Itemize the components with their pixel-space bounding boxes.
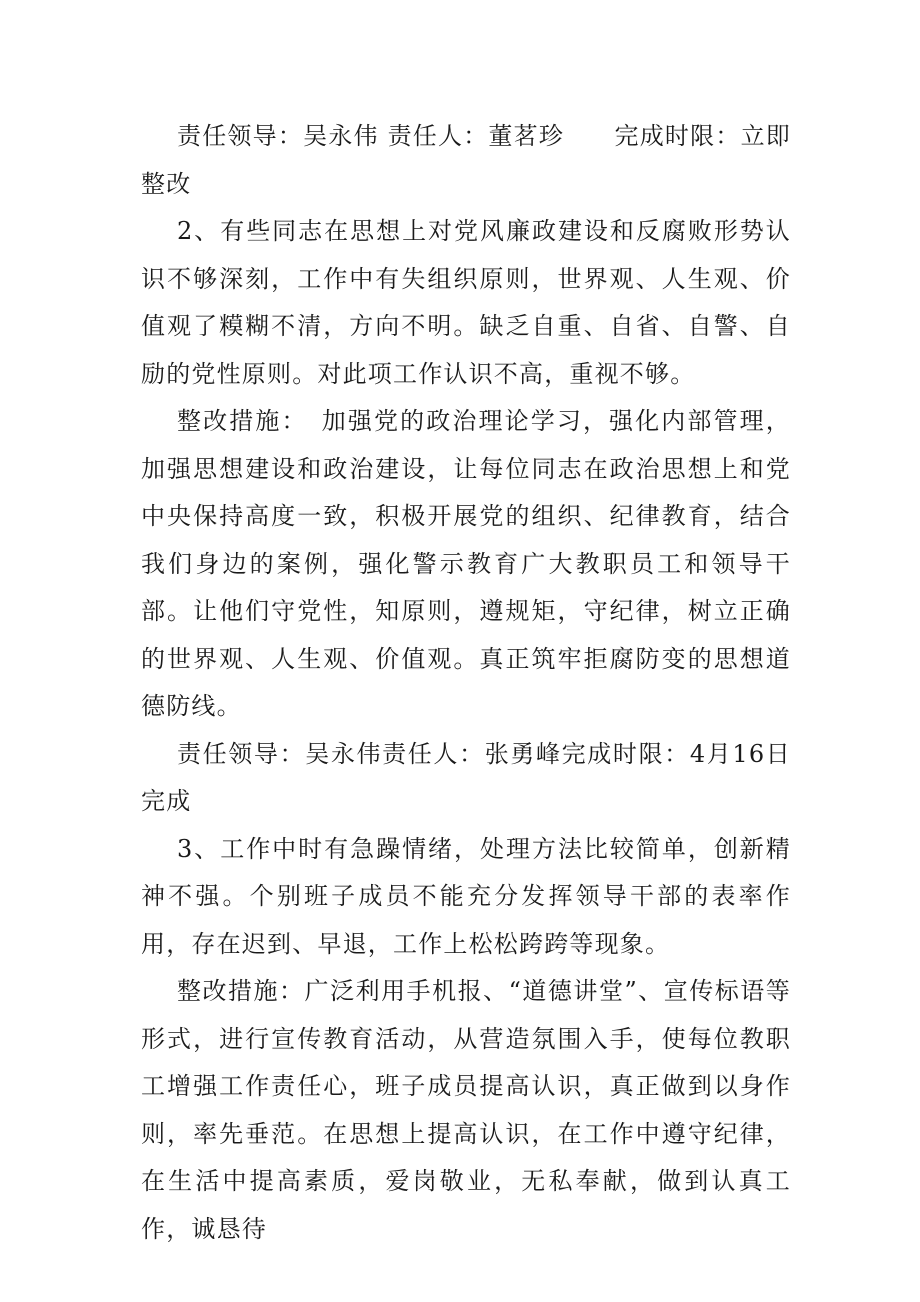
paragraph-measures-3: 整改措施：广泛利用手机报、“道德讲堂”、宣传标语等形式，进行宣传教育活动，从营造氛围入手，使每位教职工增强工作责任心，班子成员提高认识，真正做到以身作则，率先垂范。在思想上提高认识，在工作中遵守纪律，在生活中提高素质，爱岗敬业，无私奉献，做到认真工作，诚恳待 [141, 977, 791, 1243]
paragraph-measures-2: 整改措施： 加强党的政治理论学习，强化内部管理，加强思想建设和政治建设，让每位同志在政治思想上和党中央保持高度一致，积极开展党的组织、纪律教育，结合我们身边的案例，强化警示教育广大教职员工和领导干部。让他们守党性，知原则，遵规矩，守纪律，树立正确的世界观、人生观、价值观。真正筑牢拒腐防变的思想道德防线。 [141, 407, 791, 720]
document-body [141, 113, 791, 1253]
paragraph-issue-3: 3、工作中时有急躁情绪，处理方法比较简单，创新精神不强。个别班子成员不能充分发挥领导干部的表率作用，存在迟到、早退，工作上松松跨跨等现象。 [141, 834, 791, 958]
paragraph-responsibility-1: 责任领导：吴永伟 责任人：董茗珍 完成时限：立即整改 [141, 122, 791, 198]
paragraph-issue-2: 2、有些同志在思想上对党风廉政建设和反腐败形势认识不够深刻，工作中有失组织原则，世界观、人生观、价值观了糢糊不清，方向不明。缺乏自重、自省、自警、自励的党性原则。对此项工作认识不高，重视不够。 [141, 217, 791, 388]
paragraph-responsibility-2: 责任领导：吴永伟责任人：张勇峰完成时限：4月16日完成 [141, 739, 791, 815]
